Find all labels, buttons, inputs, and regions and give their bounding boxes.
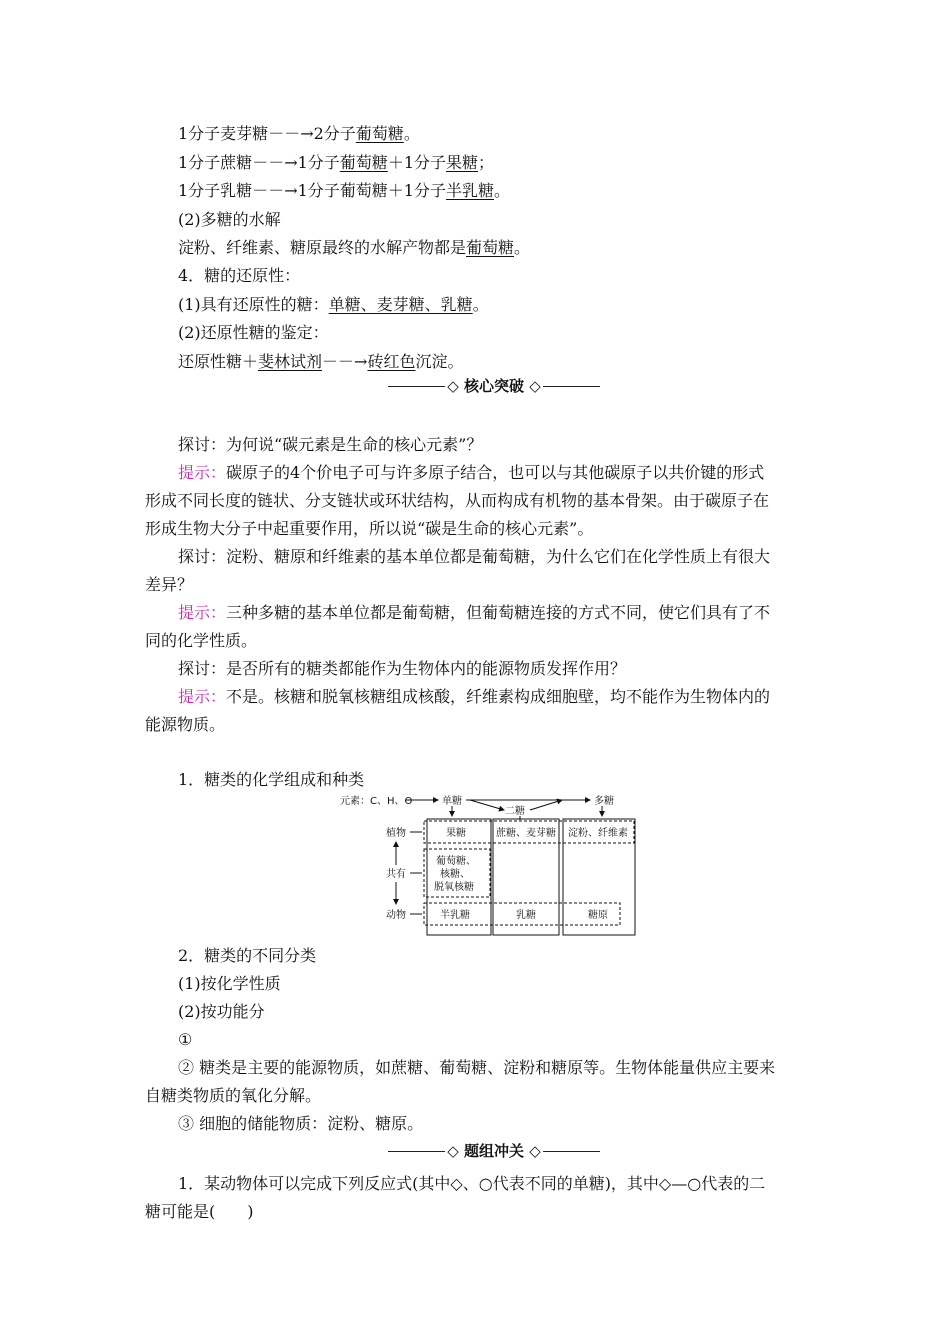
discussion-2-question-line-1: 探讨：淀粉、糖原和纤维素的基本单位都是葡萄糖，为什么它们在化学性质上有很大 [178,547,771,566]
reducing-test: 还原性糖＋斐林试剂－－→砖红色沉淀。 [178,352,464,371]
discussion-1-answer-line-2: 形成不同长度的链状、分支链状或环状结构，从而构成有机物的基本骨架。由于碳原子在 [145,491,770,510]
discussion-3-answer-line-2: 能源物质。 [145,715,226,734]
diagram-common-sugar-1: 葡萄糖、 [436,856,476,867]
section-title-practice: ◇ 题组冲关 ◇ [447,1142,541,1160]
diagram-elements-label: 元素：C、H、O [340,796,413,807]
reducing-item-2: (2)还原性糖的鉴定： [178,323,329,342]
lactose-hydrolysis: 1分子乳糖－－→1分子葡萄糖＋1分子半乳糖。 [178,181,511,200]
discussion-3-answer-line-1: 提示：不是。核糖和脱氧核糖组成核酸，纤维素构成细胞壁，均不能作为生物体内的 [178,687,771,706]
diagram-fructose: 果糖 [446,828,466,839]
diagram-common-label: 共有 [386,869,406,880]
diagram-plant-label: 植物 [386,828,406,839]
diagram-animal-label: 动物 [386,910,406,921]
discussion-2-answer-line-2: 同的化学性质。 [145,631,258,650]
function-item-1: ① [178,1030,193,1049]
section-divider-core [388,376,600,396]
section-divider-practice [388,1141,600,1161]
polysaccharide-hydrolysis-text: 淀粉、纤维素、糖原最终的水解产物都是葡萄糖。 [178,238,531,257]
function-item-2-line-2: 自糖类物质的氧化分解。 [145,1086,322,1105]
sugar-classification-diagram [340,792,650,942]
diagram-sucrose-maltose: 蔗糖、麦芽糖 [496,828,556,839]
diagram-starch-cellulose: 淀粉、纤维素 [568,828,628,839]
discussion-3-question: 探讨：是否所有的糖类都能作为生物体内的能源物质发挥作用？ [178,659,627,678]
diagram-common-sugar-2: 核糖、 [440,869,470,880]
diagram-galactose: 半乳糖 [440,910,470,921]
function-item-3: ③ 细胞的储能物质：淀粉、糖原。 [178,1114,424,1133]
discussion-2-question-line-2: 差异？ [145,575,194,594]
reducing-item-1: (1)具有还原性的糖：单糖、麦芽糖、乳糖。 [178,295,489,314]
diagram-glycogen: 糖原 [588,910,608,921]
diagram-mono-label: 单糖 [442,796,462,807]
maltose-hydrolysis: 1分子麦芽糖－－→2分子葡萄糖。 [178,124,420,143]
question-1-line-1: 1．某动物体可以完成下列反应式(其中◇、○代表不同的单糖)，其中◇—○代表的二 [178,1174,766,1193]
hint-label: 提示： [178,687,227,706]
reducing-title: 4．糖的还原性： [178,266,301,285]
classification-by-function: (2)按功能分 [178,1002,265,1021]
diagram-lactose: 乳糖 [516,910,536,921]
summary-title-1: 1．糖类的化学组成和种类 [178,770,365,789]
sucrose-hydrolysis: 1分子蔗糖－－→1分子葡萄糖＋1分子果糖； [178,153,495,172]
polysaccharide-hydrolysis-title: (2)多糖的水解 [178,210,281,229]
discussion-1-answer-line-3: 形成生物大分子中起重要作用，所以说“碳是生命的核心元素”。 [145,519,594,538]
discussion-2-answer-line-1: 提示：三种多糖的基本单位都是葡萄糖，但葡萄糖连接的方式不同，使它们具有了不 [178,603,771,622]
discussion-1-answer-line-1: 提示：碳原子的4个价电子可与许多原子结合，也可以与其他碳原子以共价键的形式 [178,463,765,482]
question-1-line-2: 糖可能是( ) [145,1202,254,1221]
diagram-poly-label: 多糖 [594,796,614,807]
diagram-common-sugar-3: 脱氧核糖 [434,882,474,893]
section-title-core: ◇ 核心突破 ◇ [447,377,541,395]
summary-title-2: 2．糖类的不同分类 [178,946,317,965]
diagram-di-label: 二糖 [505,806,525,817]
hint-label: 提示： [178,603,227,622]
classification-by-chem: (1)按化学性质 [178,974,281,993]
function-item-2-line-1: ② 糖类是主要的能源物质，如蔗糖、葡萄糖、淀粉和糖原等。生物体能量供应主要来 [178,1058,776,1077]
discussion-1-question: 探讨：为何说“碳元素是生命的核心元素”？ [178,435,483,454]
hint-label: 提示： [178,463,227,482]
